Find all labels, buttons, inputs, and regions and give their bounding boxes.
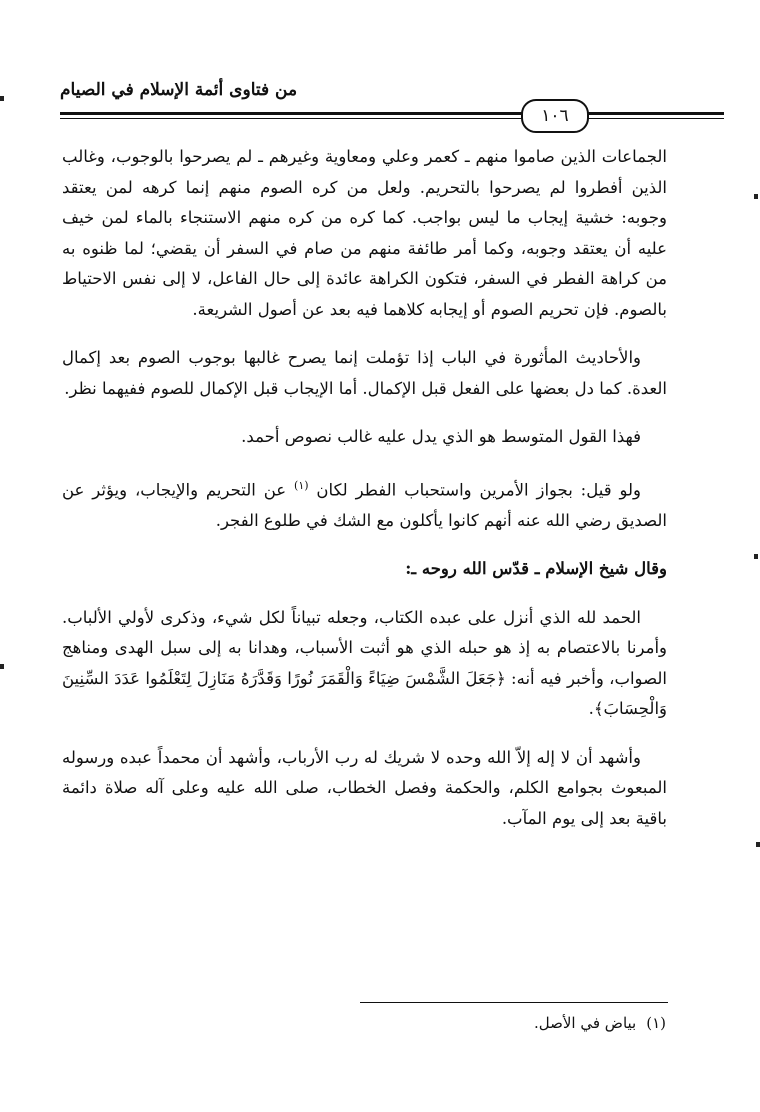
edge-mark (0, 96, 4, 101)
paragraph-5-text: الحمد لله الذي أنزل على عبده الكتاب، وجعله تبياناً لكل شيء، وذكرى لأولي الألباب. وأمرنا بالاعتصام به إذ هو حبله الذي هو أثبت الأسباب، وهدانا به إلى سبل الهدى ومناهج الصواب، وأخبر فيه أنه: (62, 607, 668, 688)
paragraph-4-text-b: عن التحريم والإيجاب، ويؤثر عن الصديق رضي الله عنه أنهم كانوا يأكلون مع الشك في طلوع الفجر. (62, 480, 667, 530)
edge-mark (0, 664, 4, 669)
footnote (534, 1014, 666, 1032)
page-number: ١٠٦ (521, 99, 589, 133)
paragraph-6: وأشهد أن لا إله إلاّ الله وحده لا شريك له رب الأرباب، وأشهد أن محمداً عبده ورسوله المبعوث بجوامع الكلم، والحكمة وفصل الخطاب، صلى الله عليه وعلى آله صلاة دائمة باقية بعد إلى يوم المآب. (62, 747, 667, 828)
paragraph-4 (62, 471, 667, 537)
edge-mark (754, 194, 758, 199)
paragraph-5-end: . (588, 699, 594, 718)
quran-verse: ﴿جَعَلَ الشَّمْسَ ضِيَاءً وَالْقَمَرَ نُورًا وَقَدَّرَهُ مَنَازِلَ لِتَعْلَمُوا عَدَدَ السِّنِينَ وَالْحِسَابَ﴾ (62, 668, 667, 718)
header-rule-thick (60, 112, 724, 115)
paragraph-1: الجماعات الذين صاموا منهم ـ كعمر وعلي ومعاوية وغيرهم ـ لم يصرحوا بالوجوب، وغالب الذين أفطروا لم يصرحوا بالتحريم. ولعل من كره الصوم منهم إنما كرهه لمن يعتقد وجوبه: خشية إيجاب ما ليس بواجب. كما كره من كره منهم الاستنجاء بالماء لمن خيف عليه أن يعتقد وجوبه، وكما أمر طائفة منهم من صام في السفر أن يقضي؛ لما ظنوه به من كراهة الفطر في السفر، فتكون الكراهة عائدة إلى حال الفاعل، لا إلى نفس الاحتياط بالصوم. فإن تحريم الصوم أو إيجابه كلاهما فيه بعد عن أصول الشريعة. (62, 147, 667, 319)
footnote-number: (١) (646, 1014, 666, 1032)
edge-mark (756, 842, 760, 847)
header-rule-thin (60, 118, 724, 119)
footnote-rule (360, 1002, 668, 1003)
edge-mark (754, 554, 758, 559)
paragraph-3: فهذا القول المتوسط هو الذي يدل عليه غالب نصوص أحمد. (241, 427, 641, 446)
running-title: من فتاوى أئمة الإسلام في الصيام (60, 80, 298, 100)
paragraph-5 (62, 603, 667, 725)
body-text (62, 142, 667, 852)
footnote-text: بياض في الأصل. (534, 1014, 637, 1032)
paragraph-4-text-a: ولو قيل: بجواز الأمرين واستحباب الفطر لكان (308, 480, 642, 499)
paragraph-2: والأحاديث المأثورة في الباب إذا تؤملت إنما يصرح غالبها بوجوب الصوم بعد إكمال العدة. كما دل بعضها على الفعل قبل الإكمال. أما الإيجاب قبل الإكمال للصوم ففيهما نظر. (62, 348, 667, 398)
footnote-reference: (١) (294, 478, 309, 492)
section-heading: وقال شيخ الإسلام ـ قدّس الله روحه ـ: (405, 559, 667, 578)
